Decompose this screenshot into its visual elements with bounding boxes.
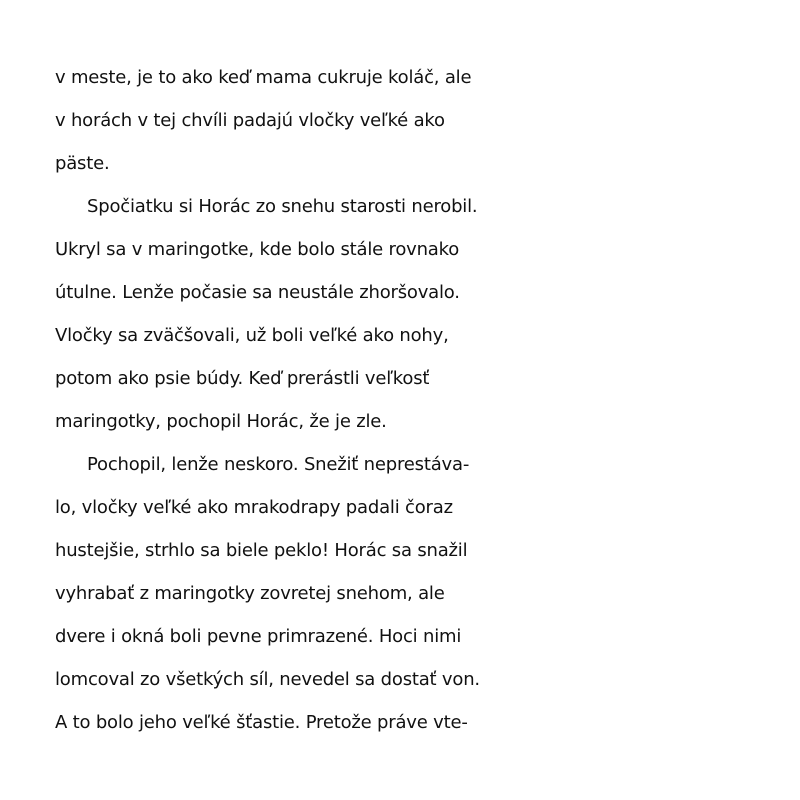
text-line: útulne. Lenže počasie sa neustále zhoršovalo. xyxy=(55,282,460,303)
paragraph-start-line: Pochopil, lenže neskoro. Snežiť neprestáva- xyxy=(87,454,470,475)
text-line: lomcoval zo všetkých síl, nevedel sa dostať von. xyxy=(55,669,480,690)
text-line: lo, vločky veľké ako mrakodrapy padali čoraz xyxy=(55,497,453,518)
text-line: dvere i okná boli pevne primrazené. Hoci nimi xyxy=(55,626,462,647)
text-line: Vločky sa zväčšovali, už boli veľké ako nohy, xyxy=(55,325,449,346)
text-line: vyhrabať z maringotky zovretej snehom, ale xyxy=(55,583,445,604)
text-line: A to bolo jeho veľké šťastie. Pretože práve vte- xyxy=(55,712,468,733)
text-line: maringotky, pochopil Horác, že je zle. xyxy=(55,411,387,432)
text-line: v meste, je to ako keď mama cukruje koláč, ale xyxy=(55,67,472,88)
book-page-text xyxy=(55,56,755,744)
text-line: päste. xyxy=(55,153,110,174)
paragraph-start-line: Spočiatku si Horác zo snehu starosti nerobil. xyxy=(87,196,478,217)
text-line: hustejšie, strhlo sa biele peklo! Horác sa snažil xyxy=(55,540,468,561)
text-line: potom ako psie búdy. Keď prerástli veľkosť xyxy=(55,368,430,389)
text-line: v horách v tej chvíli padajú vločky veľké ako xyxy=(55,110,445,131)
text-line: Ukryl sa v maringotke, kde bolo stále rovnako xyxy=(55,239,460,260)
